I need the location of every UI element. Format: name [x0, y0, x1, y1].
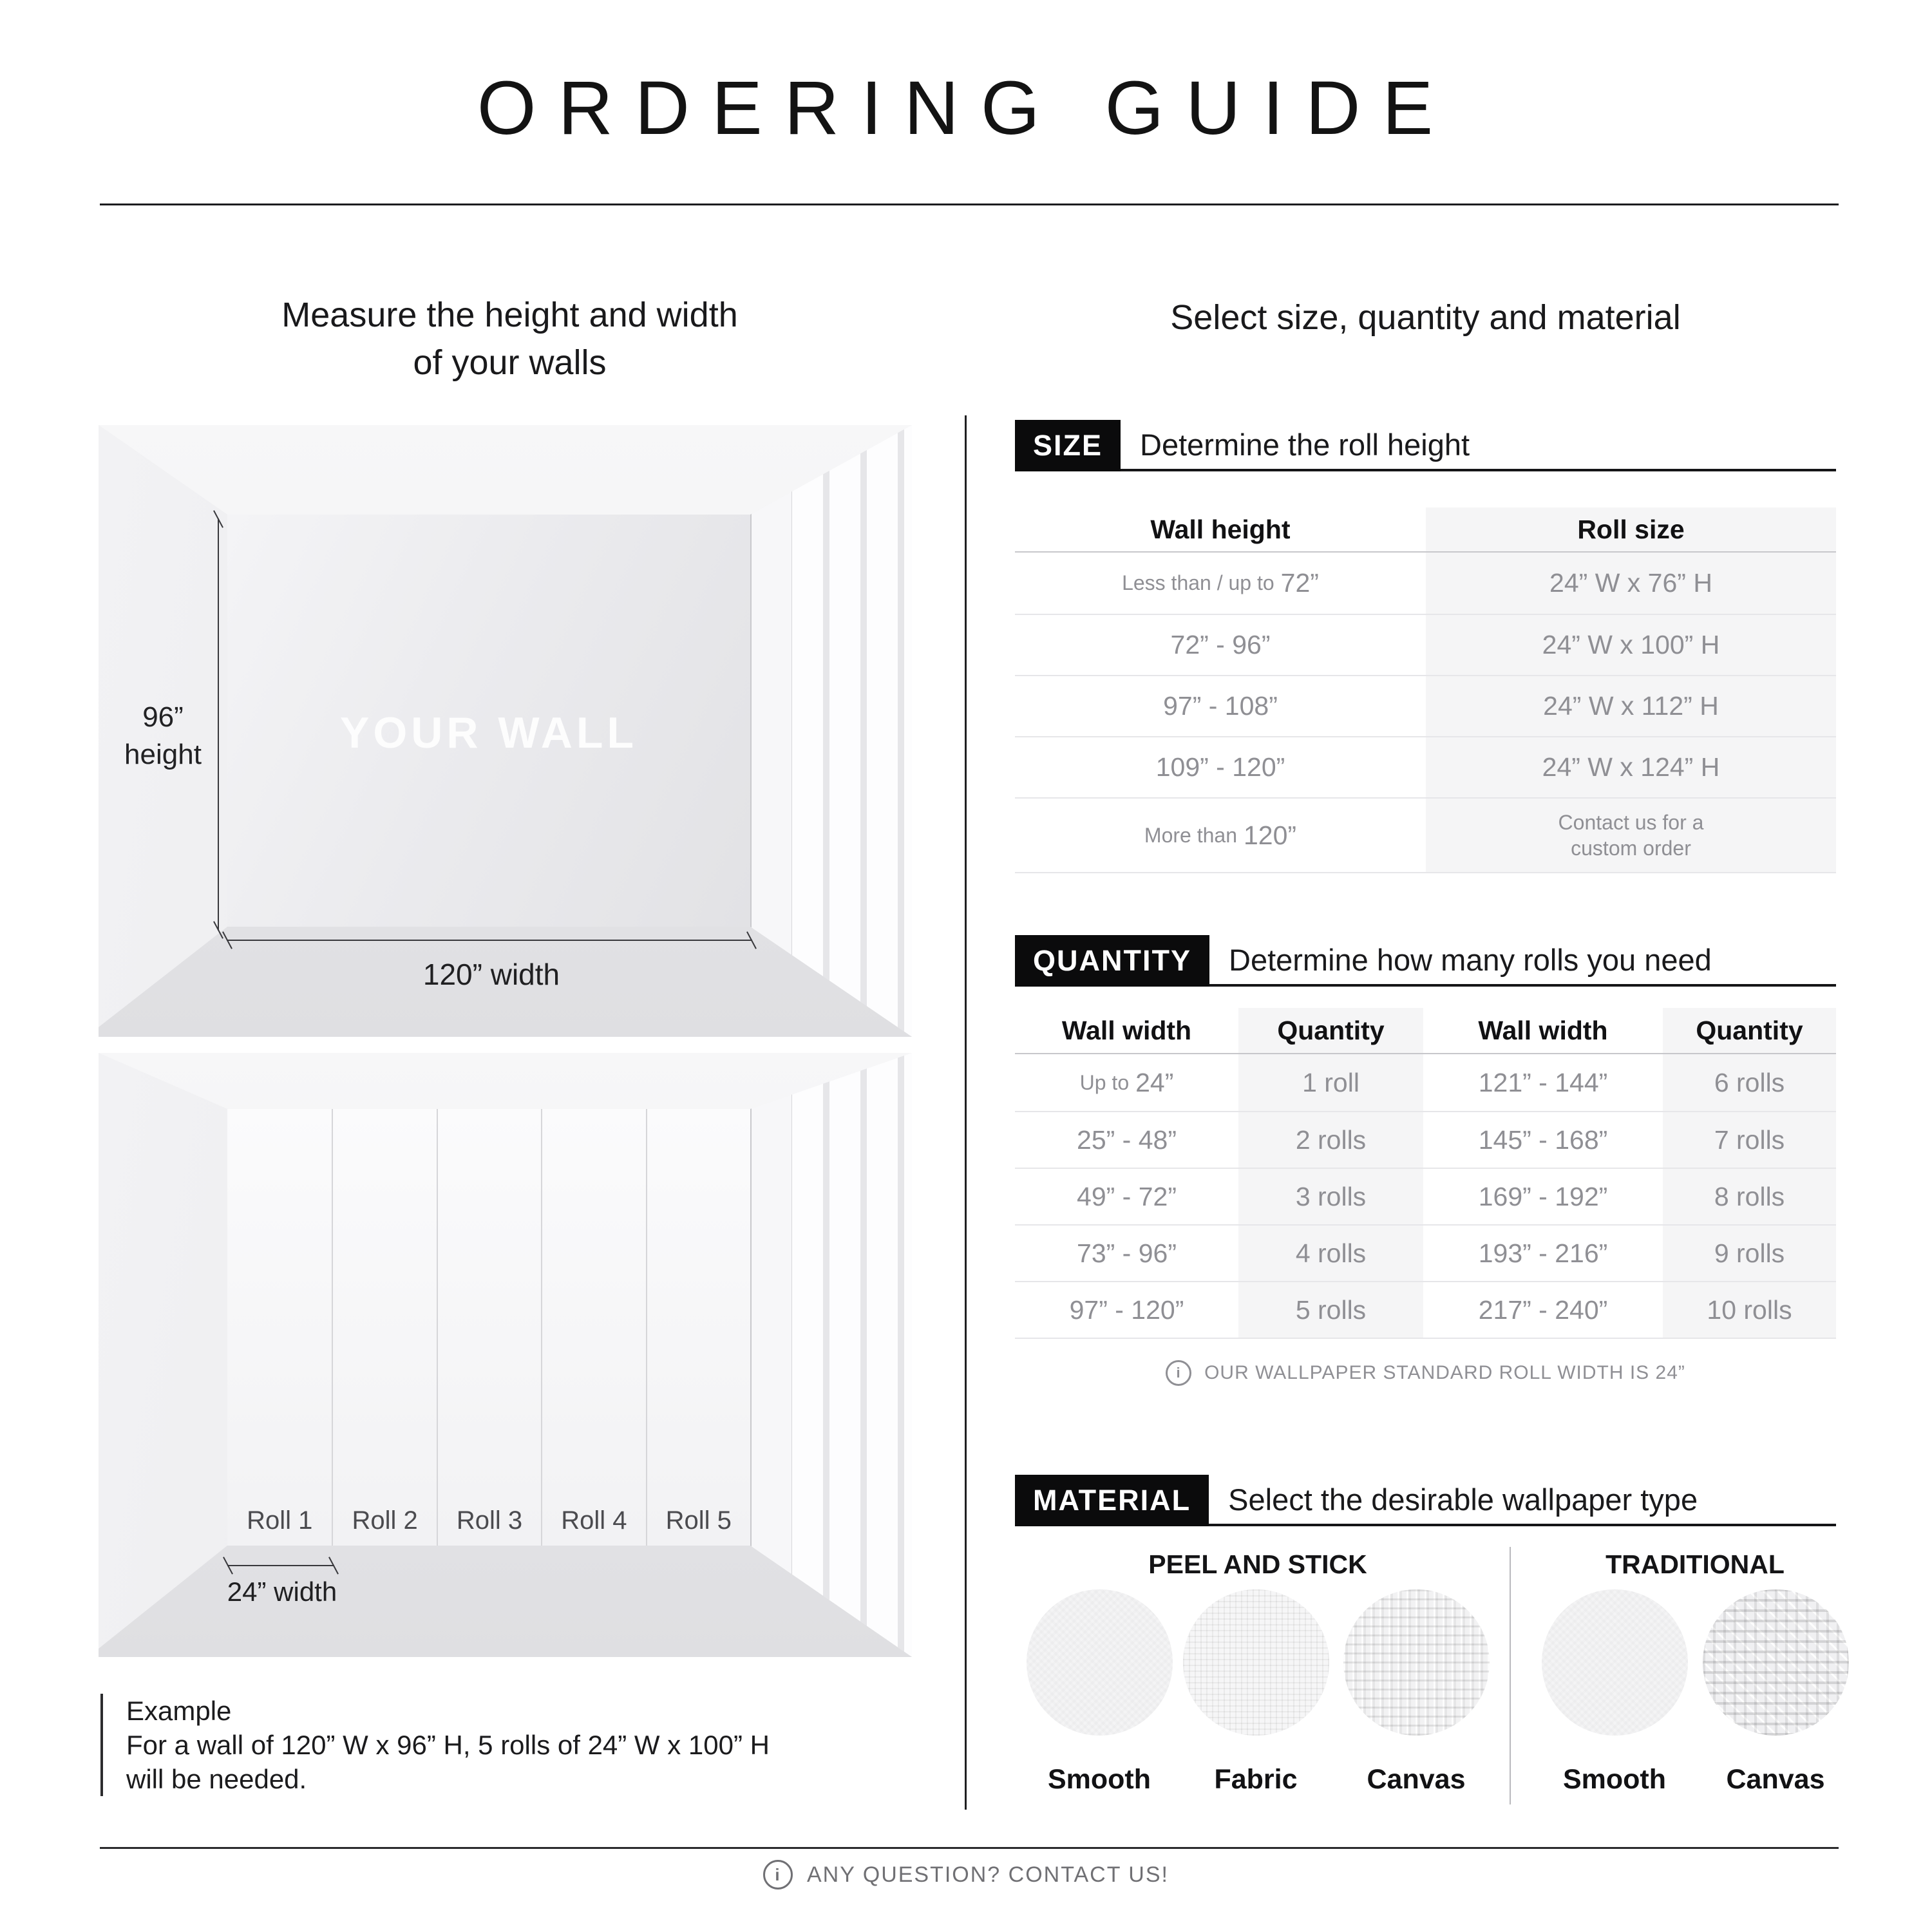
- page-title: ORDERING GUIDE: [477, 66, 1455, 151]
- table-cell: 7 rolls: [1663, 1111, 1836, 1168]
- table-header-cell: Roll size: [1426, 507, 1836, 553]
- table-cell: 3 rolls: [1238, 1168, 1423, 1224]
- roll-width-label: 24” width: [227, 1577, 337, 1607]
- table-cell: 6 rolls: [1663, 1054, 1836, 1111]
- cell-prefix: Up to: [1079, 1070, 1130, 1094]
- material-group-divider: [1510, 1547, 1511, 1804]
- footer-divider: [100, 1847, 1839, 1849]
- cell-prefix: Less than / up to: [1122, 571, 1274, 594]
- note-text: OUR WALLPAPER STANDARD ROLL WIDTH IS 24”: [1204, 1362, 1685, 1383]
- cell-line: Contact us for a: [1558, 811, 1704, 834]
- material-badge: MATERIAL: [1015, 1475, 1209, 1526]
- material-option-smooth: [1016, 1589, 1183, 1795]
- table-cell: 8 rolls: [1663, 1168, 1836, 1224]
- table-cell: [1426, 797, 1836, 872]
- size-table: [1015, 507, 1836, 873]
- quantity-section-header: [1015, 935, 1836, 987]
- table-cell: 2 rolls: [1238, 1111, 1423, 1168]
- example-line: For a wall of 120” W x 96” H, 5 rolls of 24” W x 100” H: [126, 1730, 770, 1760]
- example-text: [126, 1694, 770, 1796]
- material-option-label: Smooth: [1562, 1764, 1667, 1795]
- roll-panel: [227, 1109, 332, 1546]
- footer-text: ANY QUESTION? CONTACT US!: [807, 1862, 1169, 1887]
- table-cell: 217” - 240”: [1423, 1281, 1663, 1338]
- table-header-cell: Wall height: [1015, 507, 1426, 553]
- material-option-canvas: [1332, 1589, 1500, 1795]
- material-option-fabric: [1172, 1589, 1340, 1795]
- table-cell: [1015, 797, 1426, 872]
- material-option-label: Canvas: [1726, 1764, 1825, 1795]
- cell-value: 97” - 108”: [1163, 691, 1278, 721]
- material-swatch: [1027, 1589, 1173, 1736]
- column-divider: [965, 415, 967, 1810]
- cell-value: 72”: [1280, 568, 1319, 598]
- height-label: [105, 699, 221, 773]
- table-cell: 24” W x 76” H: [1426, 553, 1836, 614]
- roll-panel: [437, 1109, 541, 1546]
- right-heading: Select size, quantity and material: [1170, 298, 1681, 337]
- roll-label: Roll 3: [456, 1506, 523, 1535]
- table-cell: [1015, 1054, 1238, 1111]
- quantity-table: [1015, 1008, 1836, 1339]
- table-cell: [1015, 553, 1426, 614]
- roll-panel: [646, 1109, 750, 1546]
- cell-line: custom order: [1571, 837, 1691, 860]
- table-cell: 121” - 144”: [1478, 1067, 1608, 1097]
- info-icon: [763, 1860, 793, 1889]
- table-cell: 5 rolls: [1238, 1281, 1423, 1338]
- example-line: will be needed.: [126, 1764, 307, 1794]
- material-swatch: [1183, 1589, 1329, 1736]
- cell-prefix: More than: [1144, 823, 1237, 847]
- quantity-note: [1015, 1360, 1836, 1386]
- table-cell: 145” - 168”: [1423, 1111, 1663, 1168]
- room-bottom-illustration: [99, 1053, 912, 1657]
- left-heading: [99, 291, 921, 386]
- left-heading-line1: Measure the height and width: [281, 296, 738, 334]
- example-bar: [100, 1694, 103, 1796]
- table-header-cell: Quantity: [1663, 1008, 1836, 1054]
- table-cell: [1015, 736, 1426, 797]
- roll-label: Roll 1: [247, 1506, 313, 1535]
- material-option-label: Fabric: [1214, 1764, 1298, 1795]
- width-dimension-line: [227, 940, 752, 941]
- table-cell: 9 rolls: [1663, 1224, 1836, 1281]
- material-group-label-peel-and-stick: PEEL AND STICK: [1148, 1549, 1367, 1579]
- quantity-badge: QUANTITY: [1015, 935, 1209, 987]
- your-wall-label: YOUR WALL: [340, 708, 638, 757]
- table-cell: [1015, 675, 1426, 736]
- height-value: 96”: [142, 701, 184, 733]
- window-panes: [792, 425, 912, 1037]
- material-swatch: [1343, 1589, 1490, 1736]
- material-option-canvas-traditional: [1692, 1589, 1859, 1795]
- roll-panels: [227, 1109, 750, 1546]
- roll-label: Roll 2: [352, 1506, 418, 1535]
- material-option-label: Canvas: [1367, 1764, 1466, 1795]
- table-cell: 25” - 48”: [1015, 1111, 1238, 1168]
- left-heading-line2: of your walls: [413, 343, 607, 382]
- width-label: 120” width: [422, 958, 560, 991]
- material-group-label-traditional: TRADITIONAL: [1605, 1549, 1785, 1579]
- roll-width-dimension-line: [227, 1565, 334, 1566]
- table-cell: 169” - 192”: [1423, 1168, 1663, 1224]
- material-swatch: [1542, 1589, 1688, 1736]
- height-word: height: [124, 739, 202, 770]
- table-cell: 193” - 216”: [1423, 1224, 1663, 1281]
- cell-value: 109” - 120”: [1155, 752, 1285, 782]
- footer-note: [0, 1860, 1932, 1889]
- material-option-smooth-traditional: [1531, 1589, 1698, 1795]
- table-cell: 1 roll: [1238, 1054, 1423, 1111]
- table-header-cell: Wall width: [1423, 1008, 1663, 1054]
- table-cell: 24” W x 112” H: [1426, 675, 1836, 736]
- table-header-cell: Quantity: [1238, 1008, 1423, 1054]
- title-divider: [100, 204, 1839, 205]
- table-cell: 10 rolls: [1663, 1281, 1836, 1338]
- table-cell: 49” - 72”: [1015, 1168, 1238, 1224]
- info-icon: [1166, 1360, 1191, 1386]
- table-header-cell: Wall width: [1015, 1008, 1238, 1054]
- material-section-header: [1015, 1475, 1836, 1526]
- size-badge: SIZE: [1015, 420, 1121, 471]
- material-swatch: [1703, 1589, 1849, 1736]
- roll-panel: [541, 1109, 645, 1546]
- room-top-illustration: [99, 425, 912, 1037]
- material-option-label: Smooth: [1047, 1764, 1151, 1795]
- table-cell: 24” W x 100” H: [1426, 614, 1836, 675]
- table-cell: 97” - 120”: [1015, 1281, 1238, 1338]
- size-section-header: [1015, 420, 1836, 471]
- roll-panel: [332, 1109, 436, 1546]
- table-cell: 24” W x 124” H: [1426, 736, 1836, 797]
- cell-value: 120”: [1244, 820, 1297, 850]
- quantity-heading: Determine how many rolls you need: [1229, 942, 1712, 977]
- roll-label: Roll 5: [665, 1506, 732, 1535]
- table-cell: [1015, 614, 1426, 675]
- material-heading: Select the desirable wallpaper type: [1228, 1482, 1698, 1517]
- example-note: [100, 1694, 770, 1796]
- table-cell: 73” - 96”: [1015, 1224, 1238, 1281]
- size-heading: Determine the roll height: [1140, 427, 1470, 462]
- roll-label: Roll 4: [561, 1506, 627, 1535]
- cell-value: 72” - 96”: [1170, 630, 1271, 659]
- window-panes: [792, 1053, 912, 1657]
- example-title: Example: [126, 1696, 232, 1726]
- back-wall: [227, 515, 750, 927]
- cell-value: 24”: [1135, 1067, 1174, 1097]
- table-cell: 4 rolls: [1238, 1224, 1423, 1281]
